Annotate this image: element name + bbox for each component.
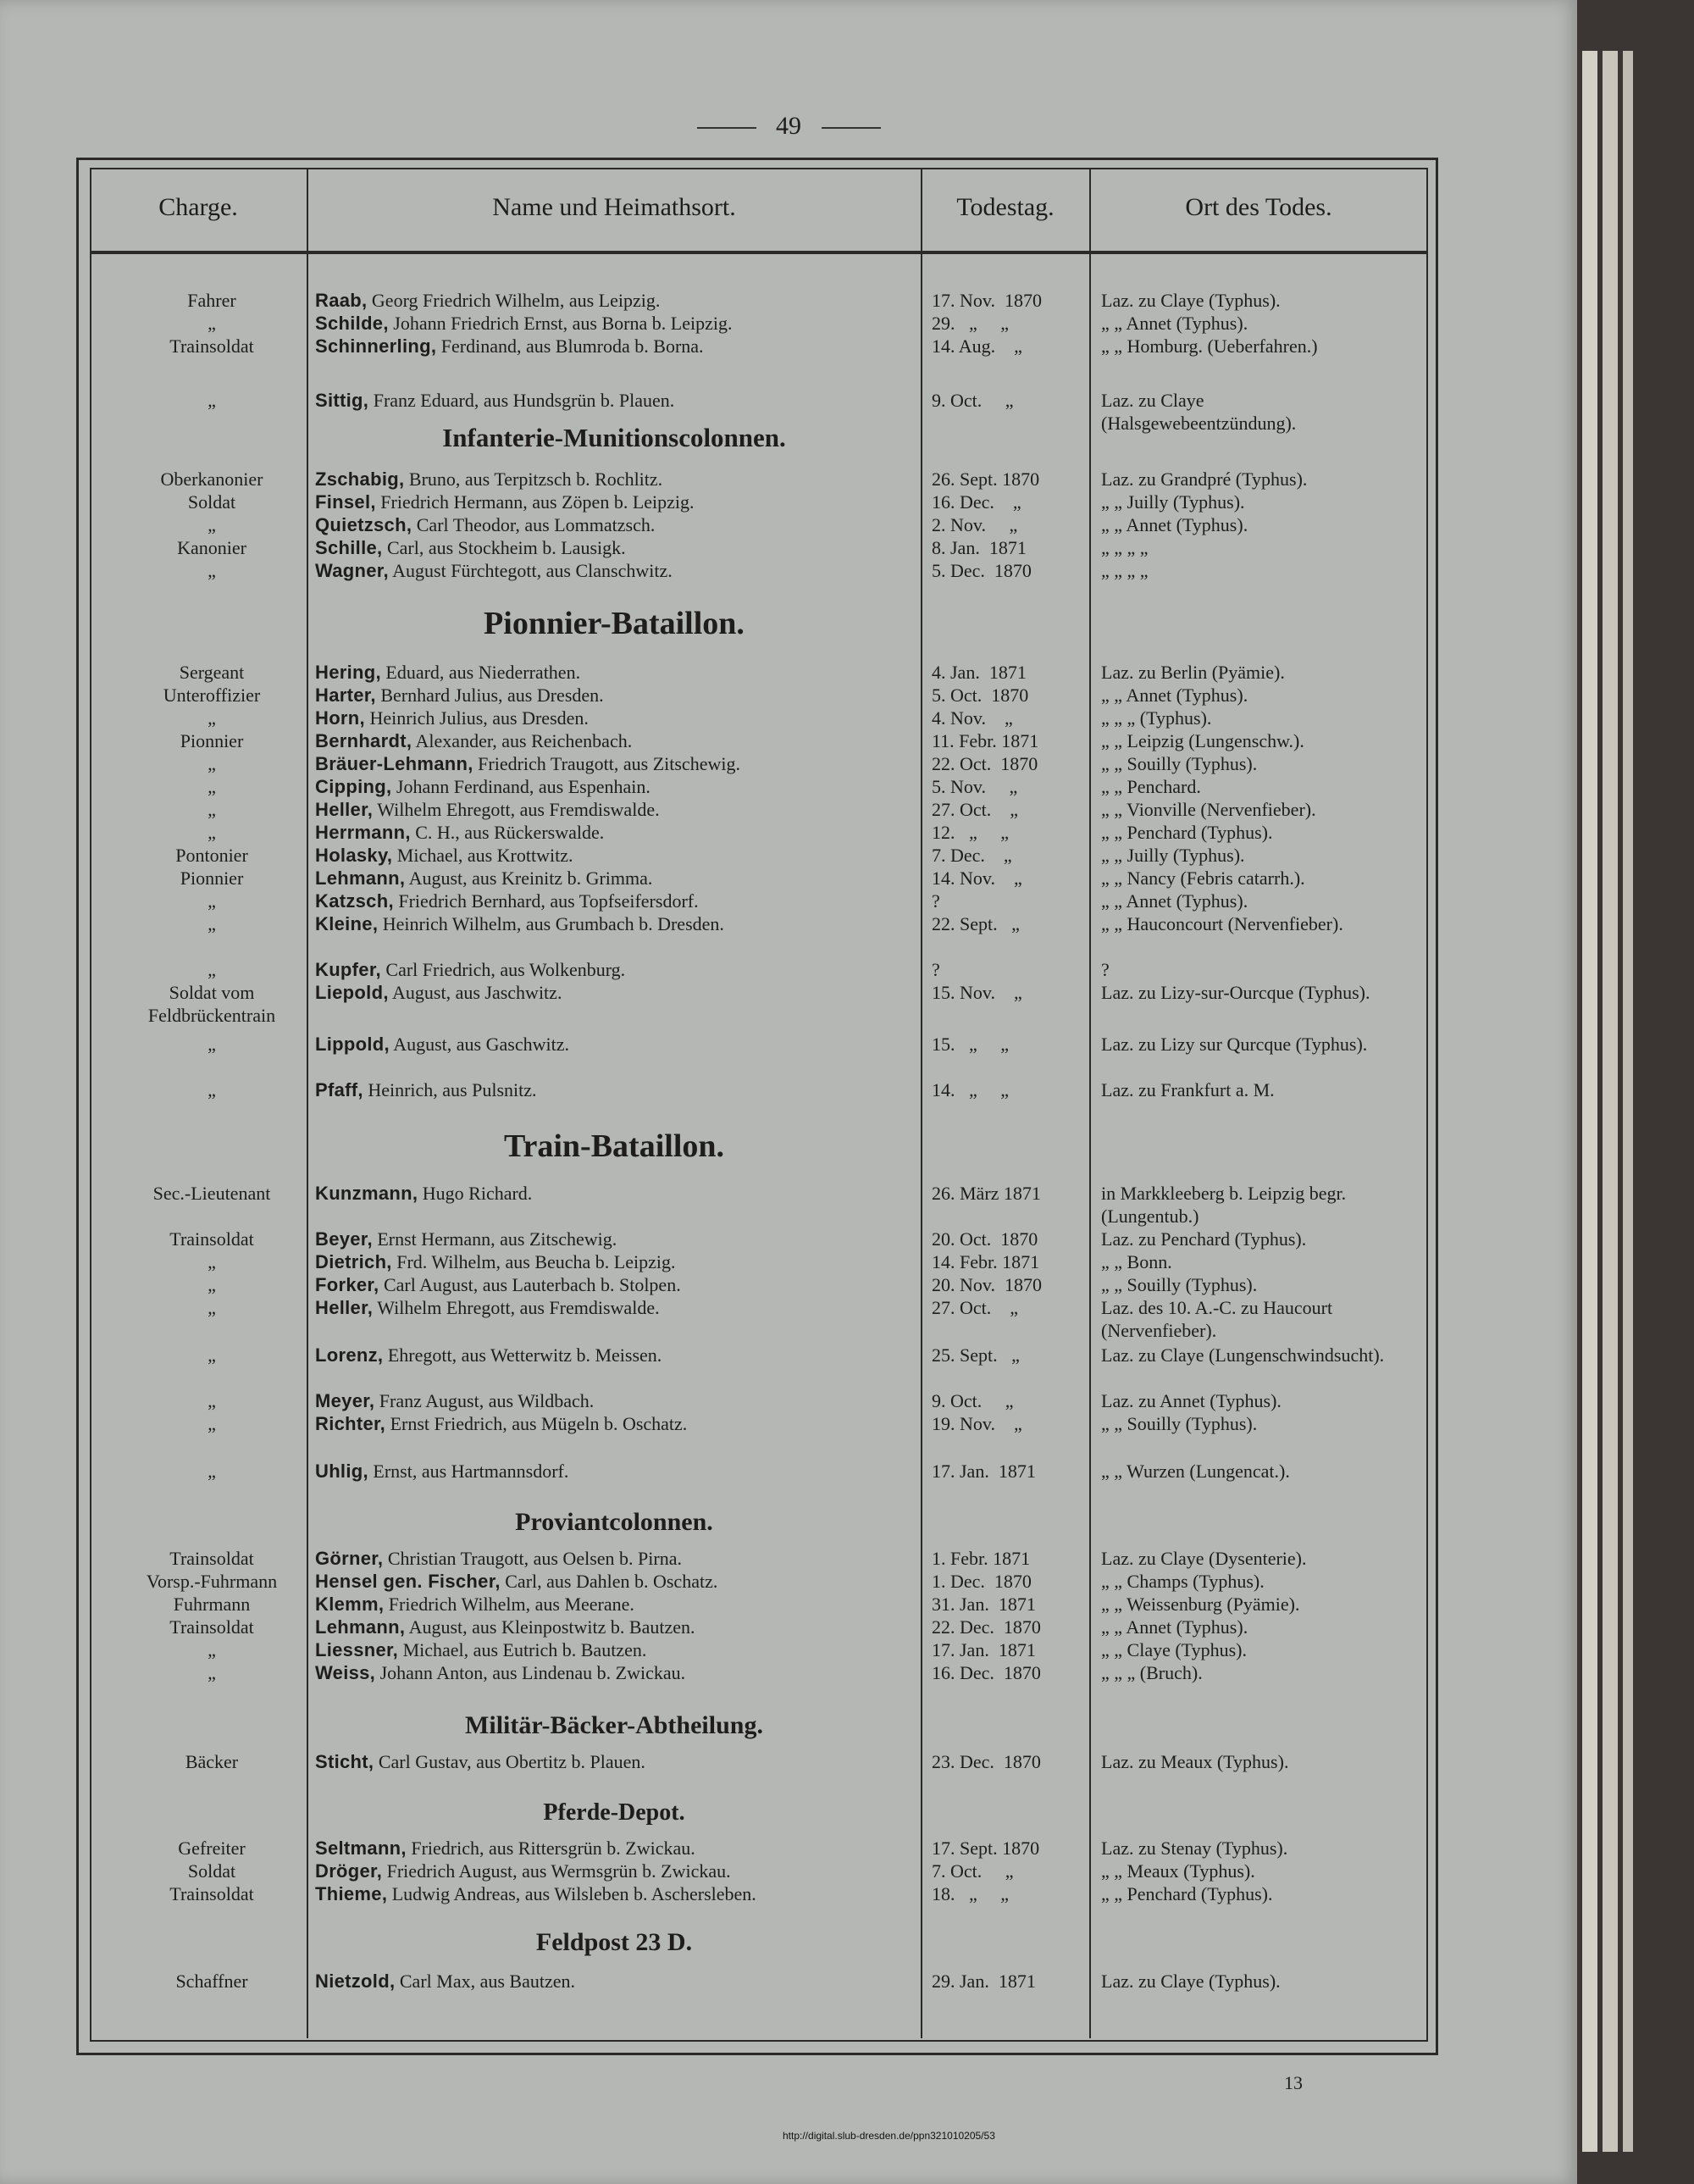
surname: Schille,: [315, 537, 383, 558]
surname: Lorenz,: [315, 1344, 384, 1366]
header-rule: [90, 251, 1426, 254]
surname: Hensel gen. Fischer,: [315, 1571, 501, 1592]
name-cell: [315, 1750, 645, 1773]
place-cell: „ „ Penchard.: [1101, 776, 1201, 797]
name-cell: [315, 1389, 594, 1412]
column-divider: [921, 168, 922, 2038]
place-cell: Laz. zu Berlin (Pyämie).: [1101, 662, 1285, 683]
surname: Holasky,: [315, 845, 393, 866]
place-cell: „ „ Annet (Typhus).: [1101, 1616, 1248, 1638]
name-cell: [315, 798, 660, 821]
surname: Schilde,: [315, 313, 389, 334]
name-cell: [315, 389, 674, 412]
given-name-and-origin: Alexander, aus Reichenbach.: [412, 730, 633, 751]
charge-cell: Bäcker: [185, 1751, 239, 1772]
place-cell: „ „ „ „: [1101, 537, 1149, 558]
place-cell: „ „ Meaux (Typhus).: [1101, 1860, 1255, 1882]
surname: Lehmann,: [315, 868, 406, 889]
surname: Beyer,: [315, 1228, 373, 1250]
place-cell: Laz. zu Grandpré (Typhus).: [1101, 468, 1308, 490]
name-cell: [315, 1182, 532, 1205]
date-cell: 8. Jan. 1871: [932, 537, 1027, 558]
date-cell: 19. Nov. „: [932, 1413, 1022, 1434]
surname: Katzsch,: [315, 890, 394, 912]
place-cell: Laz. zu Claye (Halsgewebeentzündung).: [1101, 390, 1297, 434]
date-cell: 7. Oct. „: [932, 1860, 1014, 1882]
charge-cell: „: [208, 799, 216, 820]
given-name-and-origin: Ferdinand, aus Blumroda b. Borna.: [436, 335, 704, 357]
ornament-right-icon: [822, 127, 881, 129]
place-cell: „ „ Juilly (Typhus).: [1101, 845, 1245, 866]
given-name-and-origin: Christian Traugott, aus Oelsen b. Pirna.: [383, 1548, 682, 1569]
given-name-and-origin: Carl, aus Dahlen b. Oschatz.: [500, 1571, 718, 1592]
page-header: [0, 112, 1577, 141]
surname: Pfaff,: [315, 1079, 363, 1100]
ornament-left-icon: [697, 127, 756, 129]
name-cell: [315, 536, 626, 559]
date-cell: 11. Febr. 1871: [932, 730, 1039, 751]
charge-cell: Trainsoldat: [169, 1228, 254, 1250]
surname: Klemm,: [315, 1594, 385, 1615]
surname: Schinnerling,: [315, 335, 437, 357]
name-cell: [315, 289, 660, 312]
given-name-and-origin: August, aus Kreinitz b. Grimma.: [405, 868, 653, 889]
charge-cell: Trainsoldat: [169, 335, 254, 357]
surname: Sittig,: [315, 390, 369, 411]
given-name-and-origin: August Fürchtegott, aus Clanschwitz.: [388, 560, 673, 581]
given-name-and-origin: Georg Friedrich Wilhelm, aus Leipzig.: [367, 290, 661, 311]
surname: Bräuer-Lehmann,: [315, 753, 473, 774]
place-cell: „ „ „ (Typhus).: [1101, 707, 1212, 729]
charge-cell: „: [208, 1639, 216, 1660]
charge-cell: Gefreiter: [178, 1838, 246, 1859]
section-title: Feldpost 23 D.: [535, 1928, 693, 1956]
place-cell: Laz. zu Penchard (Typhus).: [1101, 1228, 1307, 1250]
date-cell: 26. Sept. 1870: [932, 468, 1040, 490]
name-cell: [315, 1547, 682, 1570]
date-cell: 12. „ „: [932, 822, 1010, 843]
surname: Nietzold,: [315, 1971, 396, 1992]
surname: Kleine,: [315, 913, 379, 934]
page-edge: [1582, 51, 1597, 2152]
place-cell: „ „ Nancy (Febris catarrh.).: [1101, 868, 1305, 889]
place-cell: Laz. zu Lizy-sur-Ourcque (Typhus).: [1101, 982, 1370, 1003]
surname: Cipping,: [315, 776, 392, 797]
name-cell: [315, 1593, 634, 1616]
given-name-and-origin: Wilhelm Ehregott, aus Fremdiswalde.: [373, 1297, 660, 1318]
given-name-and-origin: Franz Eduard, aus Hundsgrün b. Plauen.: [368, 390, 675, 411]
given-name-and-origin: Hugo Richard.: [418, 1183, 533, 1204]
date-cell: 31. Jan. 1871: [932, 1594, 1036, 1615]
date-cell: 1. Febr. 1871: [932, 1548, 1031, 1569]
surname: Harter,: [315, 685, 376, 706]
place-cell: „ „ Homburg. (Ueberfahren.): [1101, 335, 1318, 357]
surname: Richter,: [315, 1413, 386, 1434]
given-name-and-origin: Friedrich Traugott, aus Zitschewig.: [473, 753, 740, 774]
name-cell: [315, 981, 562, 1004]
name-cell: [315, 1412, 687, 1435]
charge-cell: „: [208, 1274, 216, 1295]
place-cell: „ „ Champs (Typhus).: [1101, 1571, 1265, 1592]
charge-cell: Trainsoldat: [169, 1616, 254, 1638]
given-name-and-origin: Heinrich Julius, aus Dresden.: [364, 707, 589, 729]
date-cell: 15. Nov. „: [932, 982, 1022, 1003]
surname: Zschabig,: [315, 468, 405, 490]
date-cell: 22. Dec. 1870: [932, 1616, 1041, 1638]
charge-cell: „: [208, 1390, 216, 1411]
surname: Weiss,: [315, 1662, 376, 1683]
charge-cell: „: [208, 913, 216, 934]
surname: Lehmann,: [315, 1616, 406, 1638]
name-cell: [315, 912, 724, 935]
given-name-and-origin: Michael, aus Eutrich b. Bautzen.: [398, 1639, 647, 1660]
place-cell: Laz. zu Stenay (Typhus).: [1101, 1838, 1288, 1859]
place-cell: „ „ „ „: [1101, 560, 1149, 581]
given-name-and-origin: Bruno, aus Terpitzsch b. Rochlitz.: [404, 468, 663, 490]
charge-cell: Pionnier: [180, 868, 244, 889]
name-cell: [315, 1638, 646, 1661]
date-cell: 23. Dec. 1870: [932, 1751, 1041, 1772]
name-cell: [315, 1078, 537, 1101]
date-cell: 14. Aug. „: [932, 335, 1022, 357]
page-edge: [1623, 51, 1633, 2152]
surname: Kunzmann,: [315, 1183, 418, 1204]
place-cell: „ „ Claye (Typhus).: [1101, 1639, 1247, 1660]
given-name-and-origin: Michael, aus Krottwitz.: [392, 845, 573, 866]
given-name-and-origin: C. H., aus Rückerswalde.: [410, 822, 605, 843]
date-cell: 16. Dec. „: [932, 491, 1021, 513]
charge-cell: Pionnier: [180, 730, 244, 751]
date-cell: 17. Jan. 1871: [932, 1461, 1036, 1482]
date-cell: 4. Jan. 1871: [932, 662, 1027, 683]
charge-cell: Soldat: [187, 491, 236, 513]
charge-cell: „: [208, 707, 216, 729]
charge-cell: Sergeant: [179, 662, 245, 683]
name-cell: [315, 1837, 695, 1860]
surname: Finsel,: [315, 491, 376, 513]
place-cell: Laz. zu Claye (Dysenterie).: [1101, 1548, 1307, 1569]
given-name-and-origin: Friedrich Hermann, aus Zöpen b. Leipzig.: [375, 491, 695, 513]
charge-cell: Soldat vom Feldbrückentrain: [147, 982, 276, 1026]
charge-cell: „: [208, 390, 216, 411]
given-name-and-origin: August, aus Jaschwitz.: [388, 982, 562, 1003]
date-cell: 5. Oct. 1870: [932, 685, 1029, 706]
place-cell: Laz. zu Lizy sur Qurcque (Typhus).: [1101, 1034, 1368, 1055]
date-cell: 22. Sept. „: [932, 913, 1020, 934]
name-cell: [315, 1616, 695, 1638]
charge-cell: „: [208, 776, 216, 797]
given-name-and-origin: Carl Theodor, aus Lommatzsch.: [412, 514, 656, 535]
surname: Forker,: [315, 1274, 379, 1295]
place-cell: „ „ Souilly (Typhus).: [1101, 1413, 1258, 1434]
given-name-and-origin: Franz August, aus Wildbach.: [374, 1390, 595, 1411]
date-cell: ?: [932, 890, 940, 912]
charge-cell: „: [208, 560, 216, 581]
place-cell: „ „ Annet (Typhus).: [1101, 313, 1248, 334]
surname: Heller,: [315, 799, 374, 820]
charge-cell: Sec.-Lieutenant: [152, 1183, 271, 1204]
charge-cell: „: [208, 1344, 216, 1366]
name-cell: [315, 707, 589, 729]
column-divider: [1089, 168, 1091, 2038]
name-cell: [315, 729, 632, 752]
surname: Seltmann,: [315, 1838, 407, 1859]
name-cell: [315, 513, 655, 536]
name-cell: [315, 1296, 660, 1319]
charge-cell: „: [208, 1034, 216, 1055]
place-cell: „ „ Leipzig (Lungenschw.).: [1101, 730, 1304, 751]
name-cell: [315, 1970, 575, 1993]
surname: Dröger,: [315, 1860, 383, 1882]
place-cell: „ „ Souilly (Typhus).: [1101, 1274, 1258, 1295]
date-cell: 2. Nov. „: [932, 514, 1018, 535]
place-cell: ?: [1101, 959, 1110, 980]
place-cell: Laz. zu Claye (Typhus).: [1101, 290, 1281, 311]
surname: Herrmann,: [315, 822, 411, 843]
surname: Sticht,: [315, 1751, 374, 1772]
given-name-and-origin: August, aus Gaschwitz.: [389, 1034, 569, 1055]
place-cell: „ „ „ (Bruch).: [1101, 1662, 1203, 1683]
surname: Meyer,: [315, 1390, 375, 1411]
date-cell: 27. Oct. „: [932, 799, 1019, 820]
charge-cell: „: [208, 890, 216, 912]
place-cell: Laz. zu Frankfurt a. M.: [1101, 1079, 1275, 1100]
given-name-and-origin: Carl Max, aus Bautzen.: [395, 1971, 575, 1992]
charge-cell: Fahrer: [187, 290, 236, 311]
place-cell: „ „ Annet (Typhus).: [1101, 514, 1248, 535]
surname: Kupfer,: [315, 959, 381, 980]
date-cell: 5. Nov. „: [932, 776, 1018, 797]
date-cell: 22. Oct. 1870: [932, 753, 1038, 774]
place-cell: „ „ Hauconcourt (Nervenfieber).: [1101, 913, 1343, 934]
charge-cell: „: [208, 822, 216, 843]
name-cell: [315, 867, 652, 890]
name-cell: [315, 1661, 685, 1684]
date-cell: 14. Nov. „: [932, 868, 1022, 889]
date-cell: 16. Dec. 1870: [932, 1662, 1041, 1683]
date-cell: 29. „ „: [932, 313, 1010, 334]
charge-cell: „: [208, 1079, 216, 1100]
header-place: Ort des Todes.: [1185, 193, 1332, 221]
charge-cell: Schaffner: [175, 1971, 248, 1992]
name-cell: [315, 1250, 675, 1273]
given-name-and-origin: Friedrich Bernhard, aus Topfseifersdorf.: [393, 890, 699, 912]
given-name-and-origin: Johann Anton, aus Lindenau b. Zwickau.: [375, 1662, 686, 1683]
header-date: Todestag.: [956, 193, 1055, 221]
name-cell: [315, 661, 580, 684]
section-title: Infanterie-Munitionscolonnen.: [442, 423, 786, 452]
charge-cell: „: [208, 1251, 216, 1272]
date-cell: 4. Nov. „: [932, 707, 1013, 729]
date-cell: 17. Sept. 1870: [932, 1838, 1040, 1859]
surname: Wagner,: [315, 560, 389, 581]
given-name-and-origin: Friedrich August, aus Wermsgrün b. Zwickau.: [382, 1860, 731, 1882]
place-cell: „ „ Vionville (Nervenfieber).: [1101, 799, 1316, 820]
place-cell: „ „ Annet (Typhus).: [1101, 685, 1248, 706]
place-cell: Laz. zu Annet (Typhus).: [1101, 1390, 1282, 1411]
date-cell: 27. Oct. „: [932, 1297, 1019, 1318]
given-name-and-origin: Ehregott, aus Wetterwitz b. Meissen.: [383, 1344, 662, 1366]
place-cell: „ „ Wurzen (Lungencat.).: [1101, 1461, 1290, 1482]
surname: Quietzsch,: [315, 514, 412, 535]
charge-cell: Trainsoldat: [169, 1548, 254, 1569]
charge-cell: „: [208, 1297, 216, 1318]
charge-cell: Vorsp.-Fuhrmann: [146, 1571, 278, 1592]
charge-cell: Fuhrmann: [173, 1594, 251, 1615]
charge-cell: Unteroffizier: [163, 685, 261, 706]
place-cell: „ „ Penchard (Typhus).: [1101, 1883, 1273, 1904]
date-cell: 5. Dec. 1870: [932, 560, 1032, 581]
name-cell: [315, 1273, 681, 1296]
section-title: Pferde-Depot.: [543, 1799, 685, 1826]
given-name-and-origin: Ludwig Andreas, aus Wilsleben b. Aschersleben.: [387, 1883, 756, 1904]
date-cell: 17. Nov. 1870: [932, 290, 1042, 311]
name-cell: [315, 1033, 569, 1056]
name-cell: [315, 1570, 717, 1593]
date-cell: 26. März 1871: [932, 1183, 1041, 1204]
charge-cell: Kanonier: [177, 537, 246, 558]
date-cell: 25. Sept. „: [932, 1344, 1020, 1366]
date-cell: 14. Febr. 1871: [932, 1251, 1040, 1272]
given-name-and-origin: Johann Ferdinand, aus Espenhain.: [391, 776, 650, 797]
place-cell: „ „ Penchard (Typhus).: [1101, 822, 1273, 843]
place-cell: „ „ Souilly (Typhus).: [1101, 753, 1258, 774]
header-charge: Charge.: [158, 193, 238, 221]
given-name-and-origin: Ernst Hermann, aus Zitschewig.: [372, 1228, 617, 1250]
surname: Liessner,: [315, 1639, 399, 1660]
charge-cell: „: [208, 1413, 216, 1434]
place-cell: Laz. zu Meaux (Typhus).: [1101, 1751, 1289, 1772]
given-name-and-origin: Ernst Friedrich, aus Mügeln b. Oschatz.: [385, 1413, 688, 1434]
section-title: Militär-Bäcker-Abtheilung.: [465, 1711, 763, 1739]
name-cell: [315, 1460, 568, 1483]
surname: Uhlig,: [315, 1461, 368, 1482]
date-cell: 1. Dec. 1870: [932, 1571, 1032, 1592]
name-cell: [315, 468, 662, 491]
name-cell: [315, 312, 732, 335]
page-edge: [1603, 51, 1618, 2152]
given-name-and-origin: Carl Friedrich, aus Wolkenburg.: [380, 959, 626, 980]
surname: Hering,: [315, 662, 381, 683]
surname: Horn,: [315, 707, 365, 729]
name-cell: [315, 491, 695, 513]
given-name-and-origin: Bernhard Julius, aus Dresden.: [375, 685, 604, 706]
charge-cell: Pontonier: [175, 845, 248, 866]
name-cell: [315, 844, 573, 867]
surname: Liepold,: [315, 982, 389, 1003]
surname: Raab,: [315, 290, 368, 311]
page-number: 49: [776, 112, 801, 140]
charge-cell: „: [208, 514, 216, 535]
date-cell: 9. Oct. „: [932, 1390, 1014, 1411]
surname: Dietrich,: [315, 1251, 392, 1272]
place-cell: „ „ Annet (Typhus).: [1101, 890, 1248, 912]
given-name-and-origin: Eduard, aus Niederrathen.: [380, 662, 581, 683]
name-cell: [315, 559, 673, 582]
charge-cell: „: [208, 959, 216, 980]
given-name-and-origin: Johann Friedrich Ernst, aus Borna b. Leipzig.: [388, 313, 733, 334]
name-cell: [315, 775, 650, 798]
given-name-and-origin: Ernst, aus Hartmannsdorf.: [368, 1461, 569, 1482]
charge-cell: „: [208, 1662, 216, 1683]
date-cell: 20. Nov. 1870: [932, 1274, 1042, 1295]
given-name-and-origin: Carl Gustav, aus Obertitz b. Plauen.: [374, 1751, 645, 1772]
date-cell: 20. Oct. 1870: [932, 1228, 1038, 1250]
given-name-and-origin: Carl, aus Stockheim b. Lausigk.: [382, 537, 626, 558]
name-cell: [315, 1228, 617, 1250]
name-cell: [315, 890, 699, 912]
place-cell: Laz. zu Claye (Lungenschwindsucht).: [1101, 1344, 1385, 1366]
given-name-and-origin: Heinrich Wilhelm, aus Grumbach b. Dresden.: [378, 913, 724, 934]
source-url: http://digital.slub-dresden.de/ppn321010205/53: [783, 2130, 995, 2142]
place-cell: „ „ Weissenburg (Pyämie).: [1101, 1594, 1300, 1615]
given-name-and-origin: August, aus Kleinpostwitz b. Bautzen.: [405, 1616, 695, 1638]
name-cell: [315, 821, 604, 844]
given-name-and-origin: Heinrich, aus Pulsnitz.: [363, 1079, 537, 1100]
date-cell: 7. Dec. „: [932, 845, 1012, 866]
given-name-and-origin: Friedrich, aus Rittersgrün b. Zwickau.: [406, 1838, 695, 1859]
surname: Heller,: [315, 1297, 374, 1318]
surname: Bernhardt,: [315, 730, 412, 751]
surname: Lippold,: [315, 1034, 390, 1055]
place-cell: „ „ Bonn.: [1101, 1251, 1172, 1272]
place-cell: in Markkleeberg b. Leipzig begr. (Lungentub.): [1101, 1183, 1347, 1227]
name-cell: [315, 752, 740, 775]
place-cell: Laz. zu Claye (Typhus).: [1101, 1971, 1281, 1992]
given-name-and-origin: Carl August, aus Lauterbach b. Stolpen.: [379, 1274, 681, 1295]
charge-cell: Soldat: [187, 1860, 236, 1882]
given-name-and-origin: Wilhelm Ehregott, aus Fremdiswalde.: [373, 799, 660, 820]
date-cell: 18. „ „: [932, 1883, 1010, 1904]
given-name-and-origin: Friedrich Wilhelm, aus Meerane.: [384, 1594, 634, 1615]
date-cell: 15. „ „: [932, 1034, 1010, 1055]
charge-cell: „: [208, 753, 216, 774]
charge-cell: „: [208, 1461, 216, 1482]
section-title: Train-Bataillon.: [503, 1128, 725, 1164]
date-cell: ?: [932, 959, 940, 980]
charge-cell: Oberkanonier: [160, 468, 263, 490]
name-cell: [315, 958, 625, 981]
footer-signature: 13: [1284, 2072, 1303, 2093]
charge-cell: Trainsoldat: [169, 1883, 254, 1904]
surname: Thieme,: [315, 1883, 388, 1904]
name-cell: [315, 1344, 662, 1366]
given-name-and-origin: Frd. Wilhelm, aus Beucha b. Leipzig.: [391, 1251, 676, 1272]
date-cell: 14. „ „: [932, 1079, 1010, 1100]
section-title: Proviantcolonnen.: [515, 1508, 713, 1536]
place-cell: Laz. des 10. A.-C. zu Haucourt (Nervenfieber).: [1101, 1297, 1333, 1341]
charge-cell: „: [208, 313, 216, 334]
name-cell: [315, 1860, 731, 1882]
date-cell: 9. Oct. „: [932, 390, 1014, 411]
name-cell: [315, 335, 704, 358]
section-title: Pionnier-Bataillon.: [484, 606, 745, 641]
header-name: Name und Heimathsort.: [492, 193, 736, 221]
name-cell: [315, 684, 604, 707]
date-cell: 17. Jan. 1871: [932, 1639, 1036, 1660]
date-cell: 29. Jan. 1871: [932, 1971, 1036, 1992]
name-cell: [315, 1882, 756, 1905]
place-cell: „ „ Juilly (Typhus).: [1101, 491, 1245, 513]
surname: Görner,: [315, 1548, 384, 1569]
